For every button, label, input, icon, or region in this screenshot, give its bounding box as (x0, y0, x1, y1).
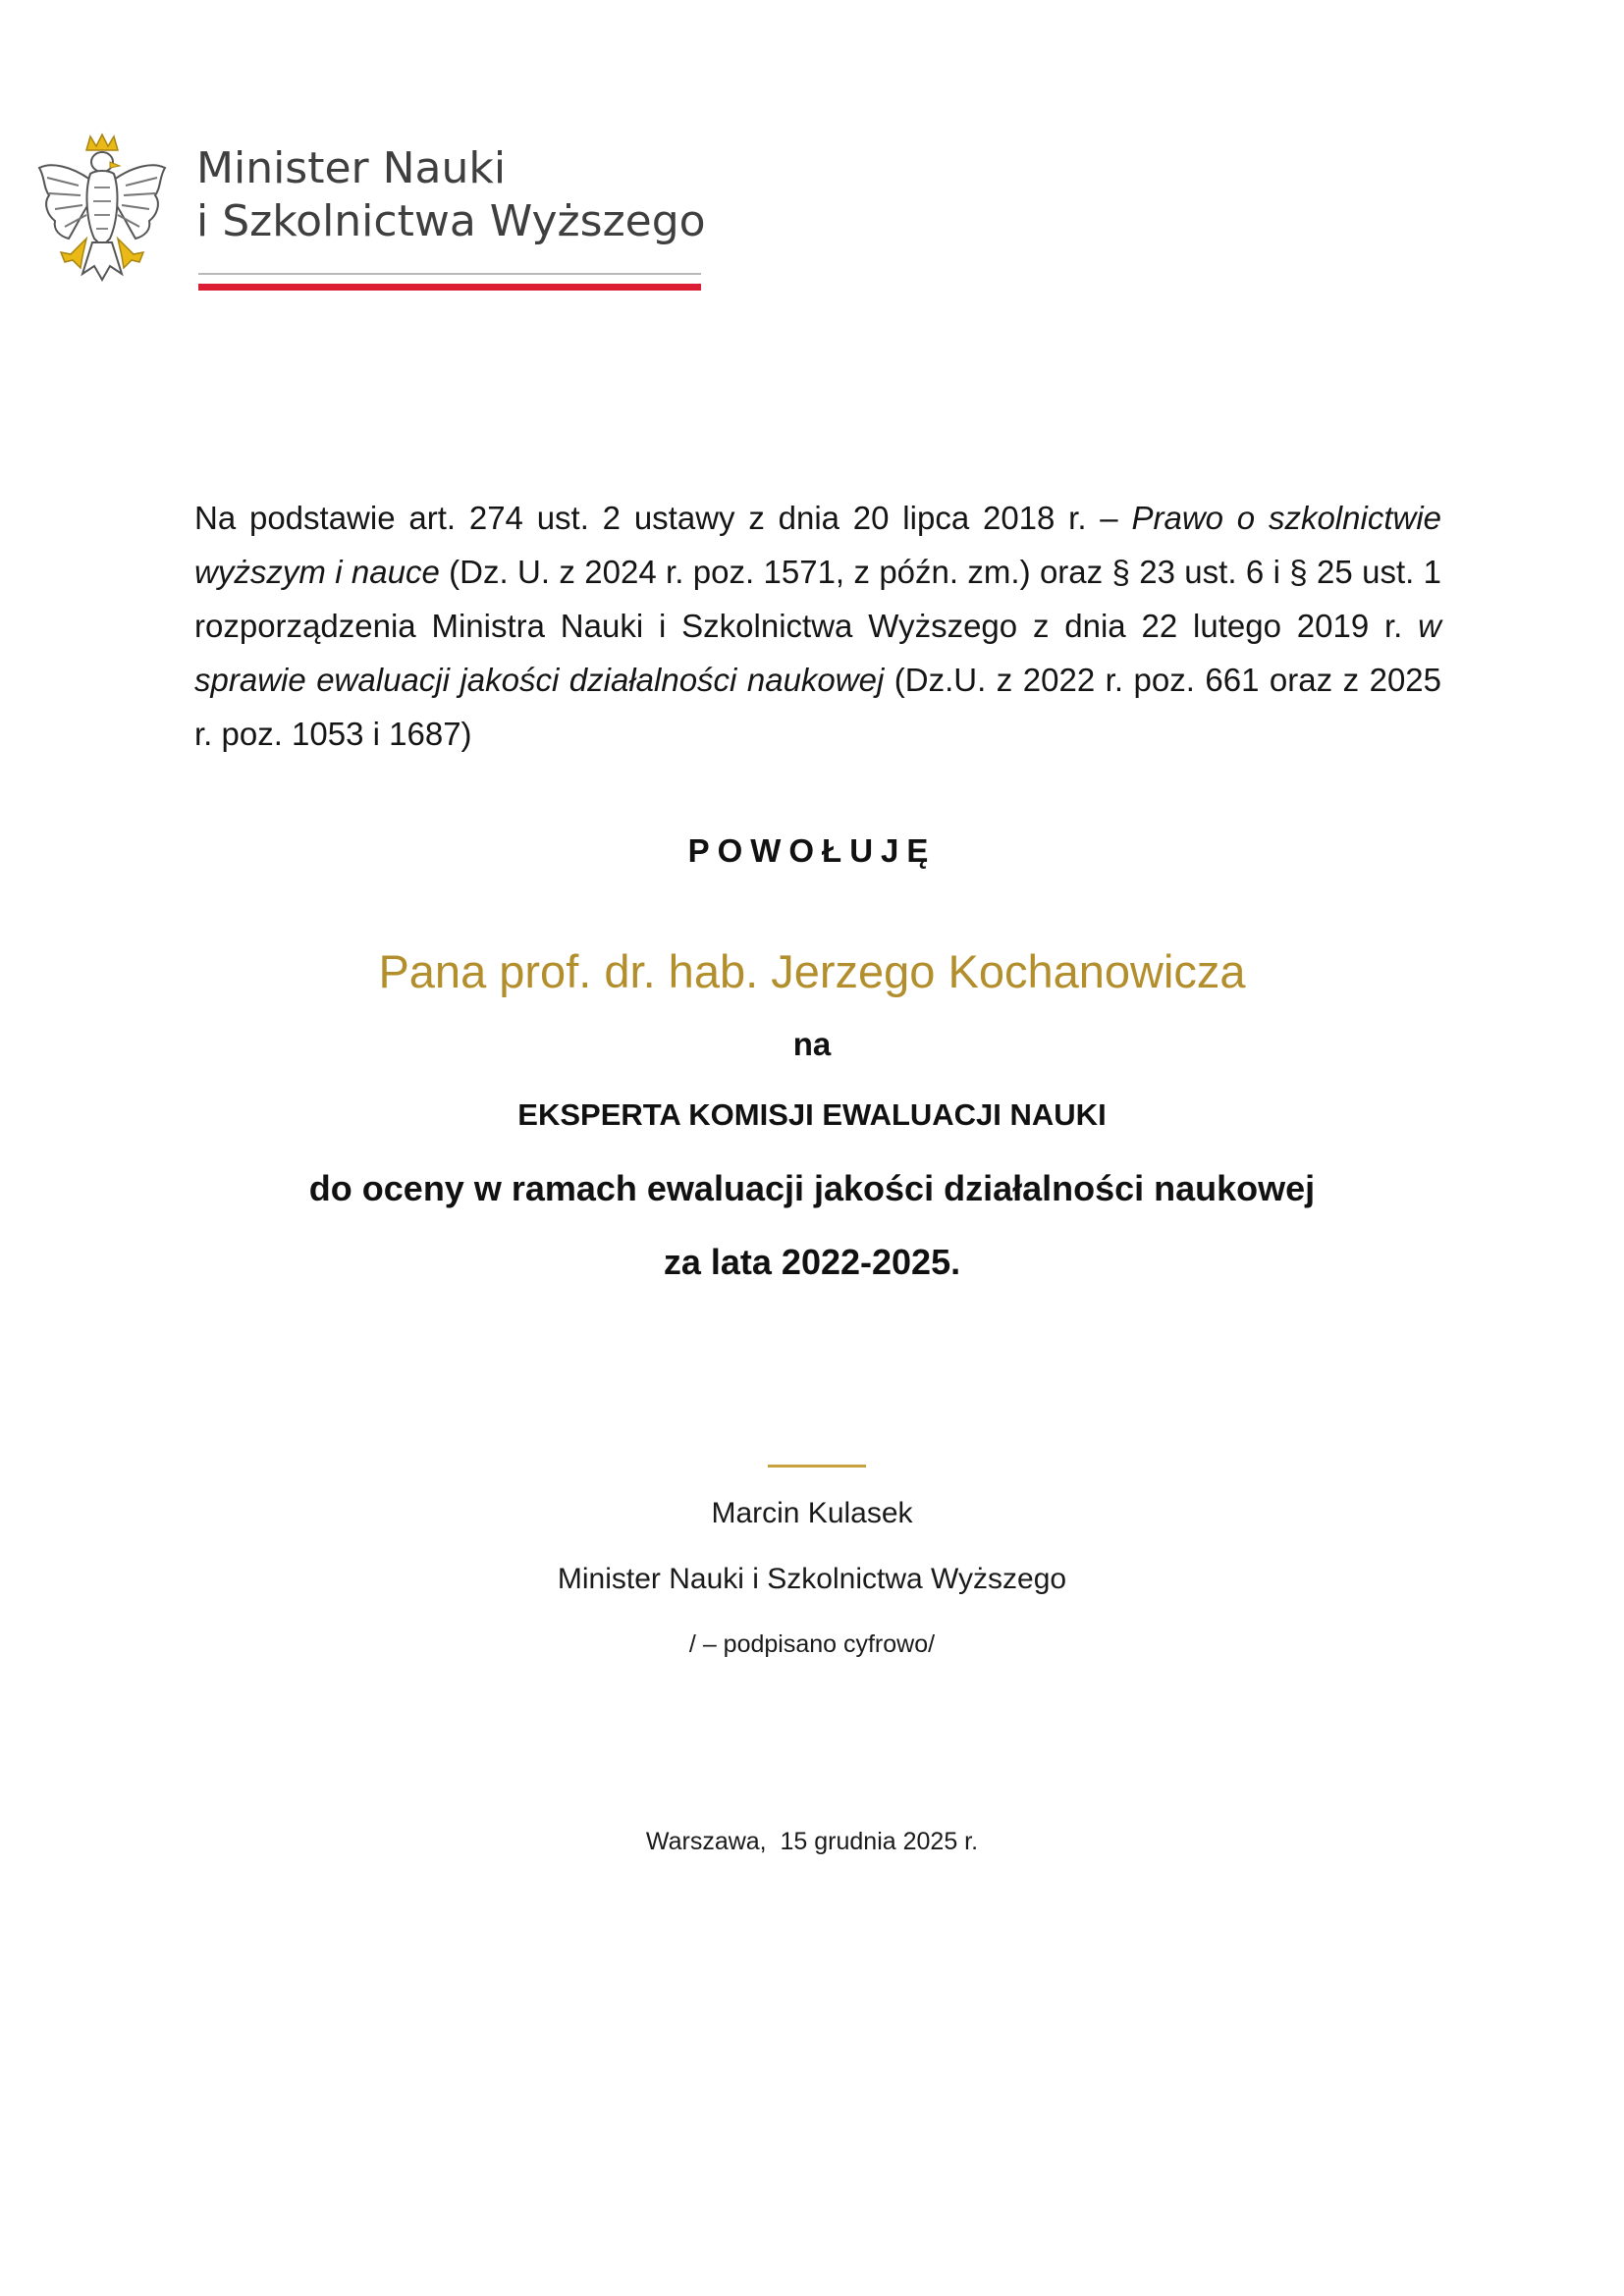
scope-line-1: do oceny w ramach ewaluacji jakości działalności naukowej (308, 1168, 1316, 1208)
appointed-role: EKSPERTA KOMISJI EWALUACJI NAUKI (517, 1097, 1107, 1132)
appointee-name: Pana prof. dr. hab. Jerzego Kochanowicza (378, 945, 1246, 997)
scope-line-2: za lata 2022-2025. (663, 1242, 961, 1282)
connector-na: na (792, 1026, 832, 1062)
legal-basis-text-1: Na podstawie art. 274 ust. 2 ustawy z dnia 20 lipca 2018 r. – (194, 500, 1132, 536)
letterhead (35, 133, 713, 294)
digital-signature-note: / – podpisano cyfrowo/ (688, 1630, 936, 1658)
ministry-name-line2: i Szkolnictwa Wyższego (196, 196, 706, 246)
signer-title: Minister Nauki i Szkolnictwa Wyższego (557, 1563, 1067, 1595)
place-and-date: Warszawa, 15 grudnia 2025 r. (645, 1828, 979, 1855)
signer-name: Marcin Kulasek (711, 1497, 913, 1529)
legal-basis-text-2: (Dz. U. z 2024 r. poz. 1571, z późn. zm.) oraz § 23 ust. 6 i § 25 ust. 1 rozporządzenia Ministra Nauki i Szkolnictwa Wyższego z dnia 22 lutego 2019 r. (194, 554, 1442, 644)
act-title: Prawo o szkolnictwie wyższym i nauce (194, 500, 1442, 590)
polish-eagle-emblem-icon (35, 133, 169, 292)
legal-basis-paragraph (194, 491, 1441, 761)
signature-divider (768, 1465, 866, 1468)
appoint-heading: POWOŁUJĘ (687, 832, 937, 869)
legal-basis-text-3: (Dz.U. z 2022 r. poz. 661 oraz z 2025 r. poz. 1053 i 1687) (194, 662, 1442, 752)
letterhead-gray-rule (198, 273, 701, 275)
ministry-name (196, 142, 706, 248)
ministry-name-line1: Minister Nauki (196, 143, 507, 193)
regulation-title: w sprawie ewaluacji jakości działalności naukowej (194, 608, 1441, 698)
letterhead-red-rule (198, 284, 701, 291)
